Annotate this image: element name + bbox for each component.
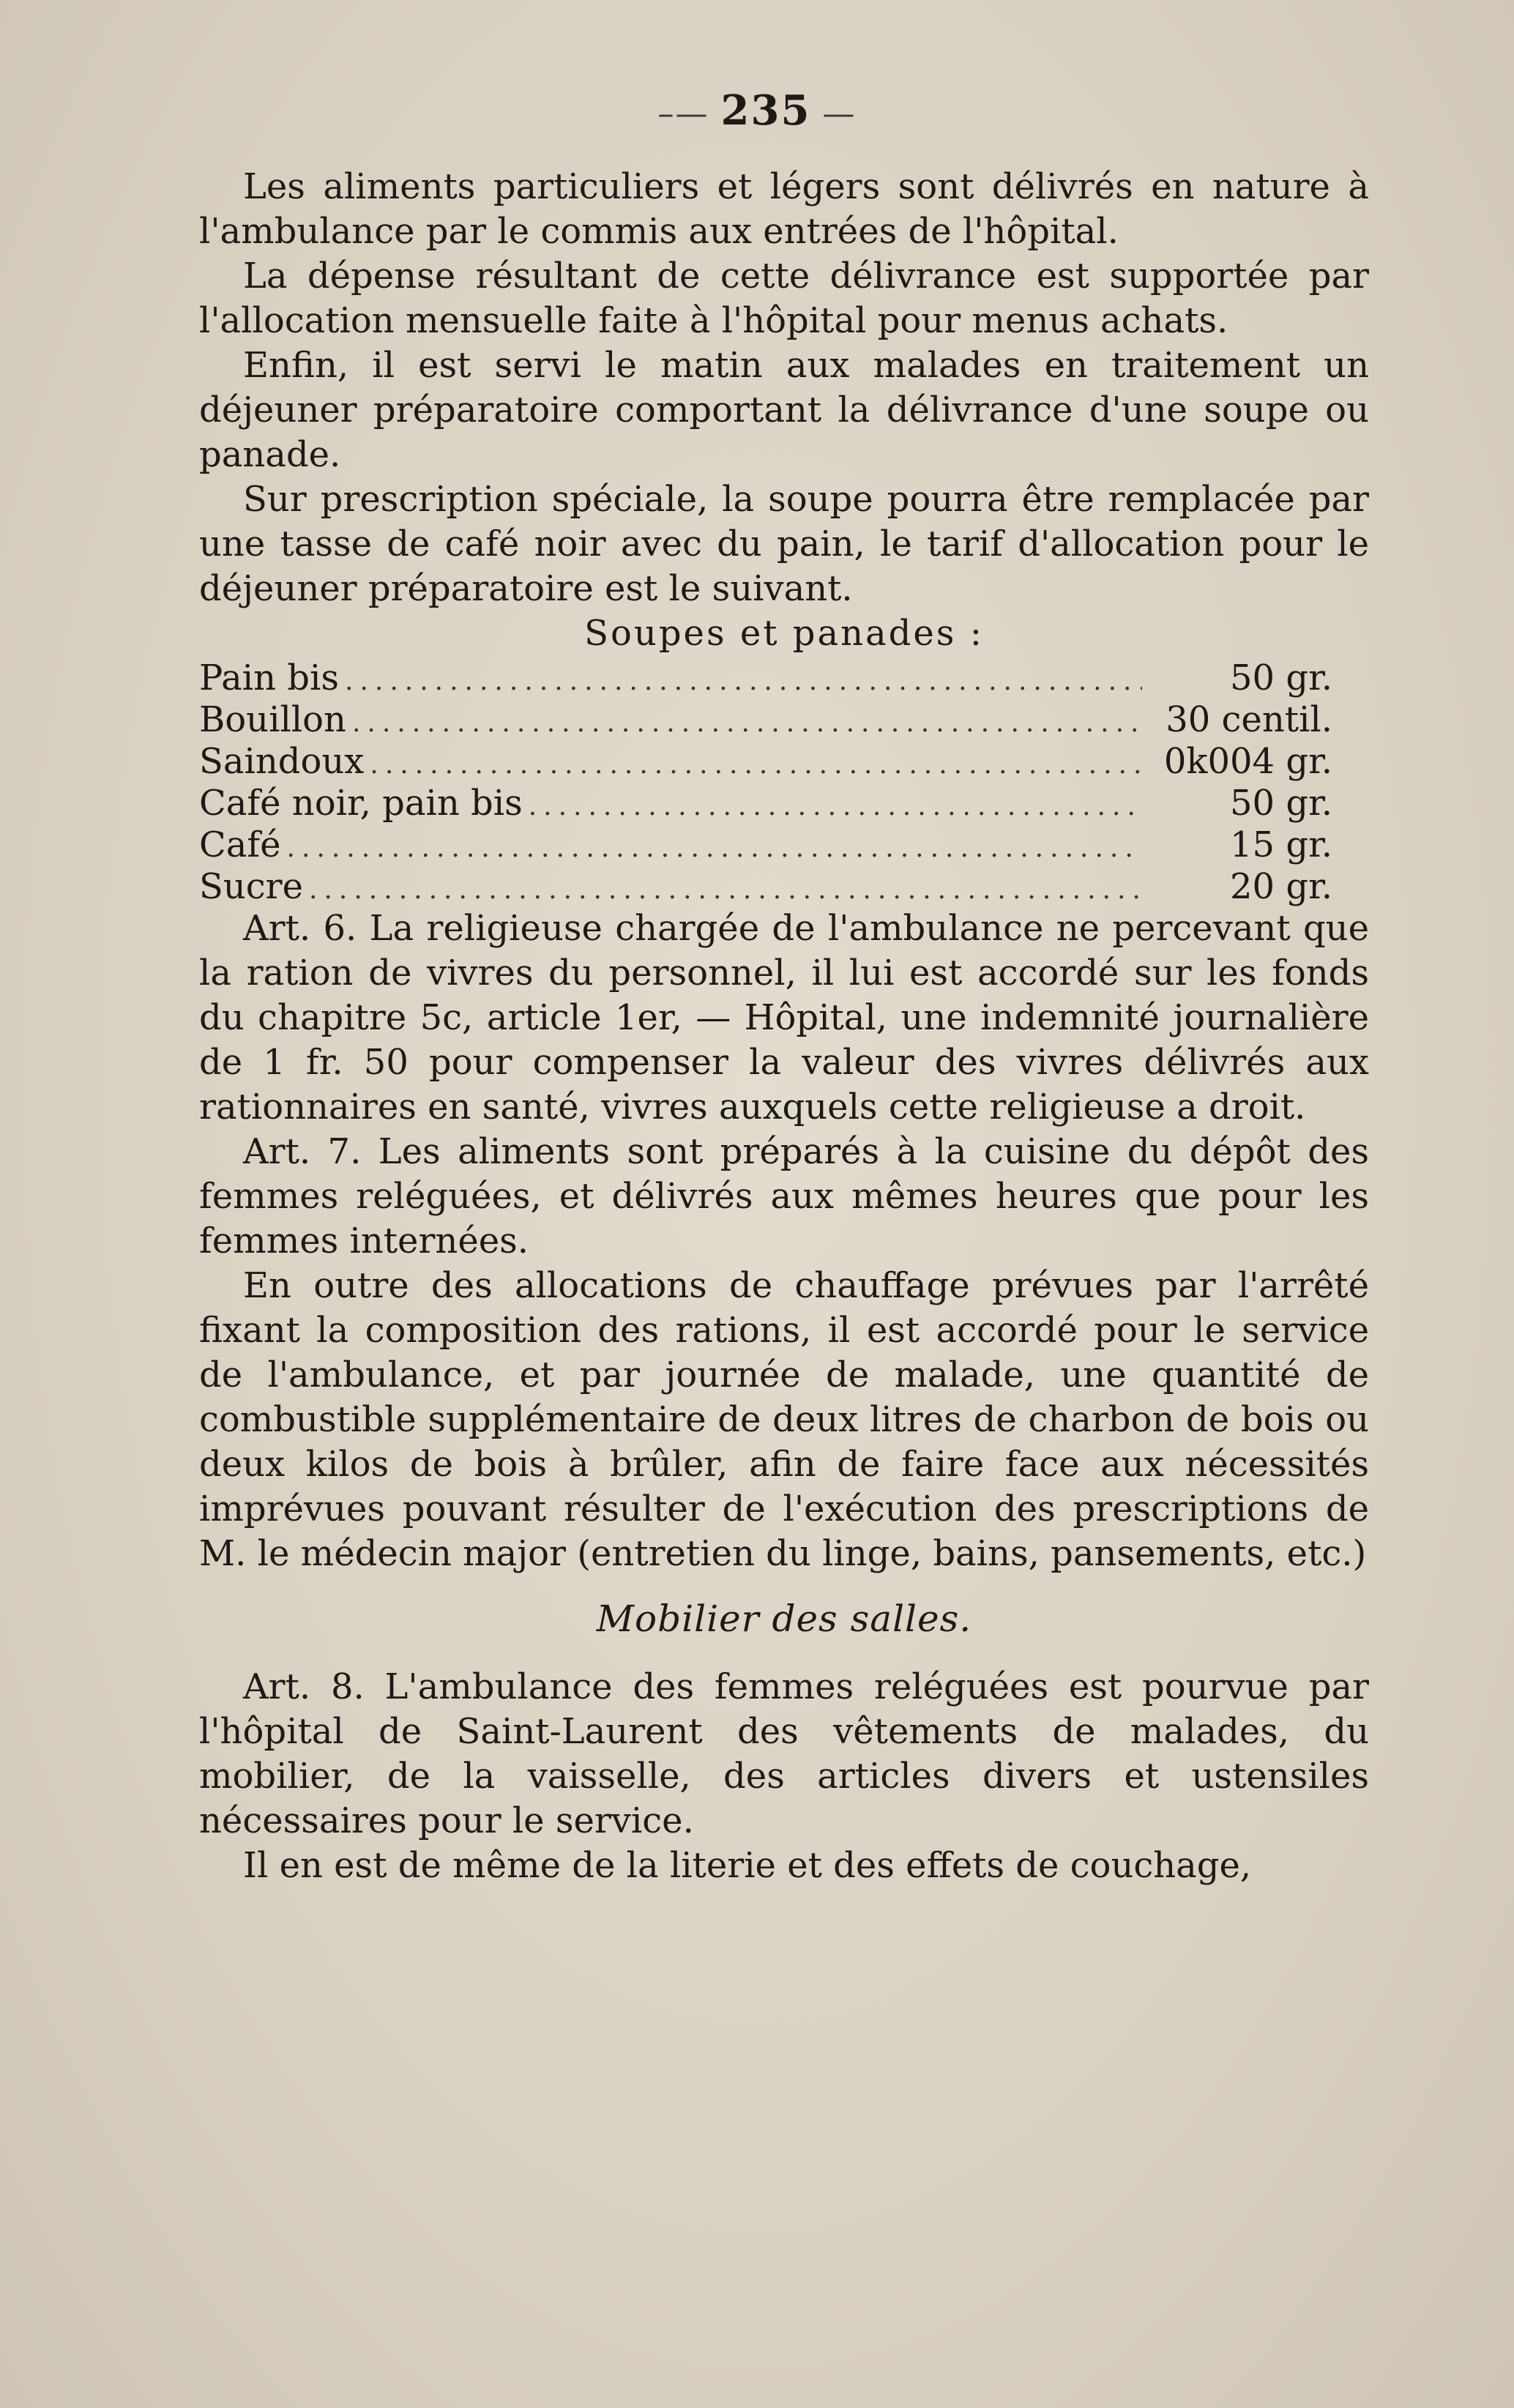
ration-item: Café noir, pain bis [199, 783, 523, 824]
ration-quantity: 50 gr. [1230, 657, 1332, 698]
ration-item: Sucre [199, 866, 304, 907]
ration-row [199, 781, 1369, 823]
paragraph-article-8: Art. 8. L'ambulance des femmes reléguées est pourvue par l'hôpital de Saint-Laurent des vêtements de malades, du mobilier, de la vaisselle, des articles divers et ustensiles nécessaires pour le service. [199, 1666, 1369, 1841]
paragraph: Sur prescription spéciale, la soupe pourra être remplacée par une tasse de café noir avec du pain, le tarif d'allocation pour le déjeuner préparatoire est le suivant. [199, 479, 1369, 609]
page-number [0, 86, 1514, 135]
section-heading: Mobilier des salles. [596, 1598, 972, 1640]
ration-item: Pain bis [199, 657, 339, 698]
ration-row [199, 656, 1369, 698]
ration-row [199, 739, 1369, 781]
paragraph: Il en est de même de la literie et des effets de couchage, [243, 1845, 1252, 1886]
ration-quantity: 20 gr. [1230, 866, 1332, 907]
leader-dots [529, 784, 1142, 829]
leader-dots [370, 742, 1142, 787]
leader-dots [309, 868, 1142, 912]
ration-quantity: 15 gr. [1230, 824, 1332, 865]
leader-dots [352, 701, 1142, 745]
paragraph: La dépense résultant de cette délivrance est supportée par l'allocation mensuelle faite à l'hôpital pour menus achats. [199, 256, 1369, 341]
paragraph-article-6: Art. 6. La religieuse chargée de l'ambulance ne percevant que la ration de vivres du personnel, il lui est accordé sur les fonds du chapitre 5c, article 1er, — Hôpital, une indemnité journalière de 1 fr. 50 pour compenser la valeur des vivres délivrés aux rationnaires en santé, vivres auxquels cette religieuse a droit. [199, 908, 1369, 1127]
ornament-right: — [810, 95, 857, 133]
ration-row [199, 823, 1369, 865]
ration-item: Café [199, 824, 281, 865]
paragraph: En outre des allocations de chauffage prévues par l'arrêté fixant la composition des rations, il est accordé pour le service de l'ambulance, et par journée de malade, une quantité de combustible supplémentaire de deux litres de charbon de bois ou deux kilos de bois à brûler, afin de faire face aux nécessités imprévues pouvant résulter de l'exécution des prescriptions de M. le médecin major (entretien du linge, bains, pansements, etc.) [199, 1265, 1369, 1574]
ration-item: Saindoux [199, 741, 365, 782]
page-number-value: 235 [720, 86, 811, 135]
ornament-left: –— [657, 95, 721, 133]
ration-row [199, 698, 1369, 739]
rations-heading: Soupes et panades : [584, 613, 984, 654]
ration-quantity: 0k004 gr. [1163, 741, 1332, 782]
ration-quantity: 50 gr. [1230, 783, 1332, 824]
paragraph: Enfin, il est servi le matin aux malades en traitement un déjeuner préparatoire comportant la délivrance d'une soupe ou panade. [199, 345, 1369, 475]
leader-dots [345, 659, 1142, 704]
paragraph: Les aliments particuliers et légers sont délivrés en nature à l'ambulance par le commis aux entrées de l'hôpital. [199, 166, 1369, 252]
ration-row [199, 865, 1369, 906]
ration-item: Bouillon [199, 699, 346, 740]
ration-quantity: 30 centil. [1166, 699, 1332, 740]
paragraph-article-7: Art. 7. Les aliments sont préparés à la cuisine du dépôt des femmes reléguées, et délivrés aux mêmes heures que pour les femmes internées. [199, 1131, 1369, 1261]
leader-dots [287, 826, 1142, 871]
body-text [199, 165, 1369, 1888]
rations-table [199, 656, 1369, 906]
